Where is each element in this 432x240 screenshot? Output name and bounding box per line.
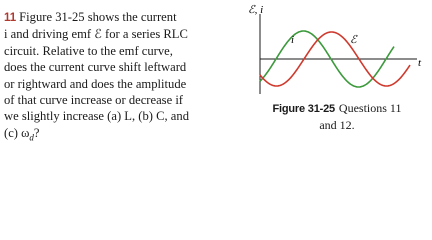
problem-number: 11 — [4, 12, 17, 24]
caption-line-2: and 12. — [319, 118, 355, 132]
x-axis-label: t — [418, 57, 422, 69]
emf-curve-label: ℰ — [350, 34, 357, 46]
problem-line-5: or rightward and does the amplitude — [4, 76, 187, 91]
problem-line-1-text: Figure 31-25 shows the current — [19, 10, 177, 24]
problem-line-3: circuit. Relative to the emf curve, — [4, 43, 173, 58]
problem-line-2: i and driving emf ℰ for a series RLC — [4, 27, 188, 42]
problem-line-4: does the current curve shift leftward — [4, 60, 187, 75]
problem-line-6: of that curve increase or decrease if — [4, 93, 184, 108]
problem-line-1 — [4, 9, 252, 26]
current-curve-label: i — [291, 34, 295, 46]
problem-line-8: (c) $\omega_d$? — [4, 125, 40, 143]
problem-text — [4, 9, 252, 146]
caption-label: Figure 31-25 — [272, 103, 335, 115]
y-axis-label: ℰ, i — [248, 4, 264, 16]
caption-line-1: Questions 11 — [338, 101, 402, 115]
figure-caption — [244, 100, 430, 133]
problem-line-7: we slightly increase (a) L, (b) C, and — [4, 109, 189, 124]
